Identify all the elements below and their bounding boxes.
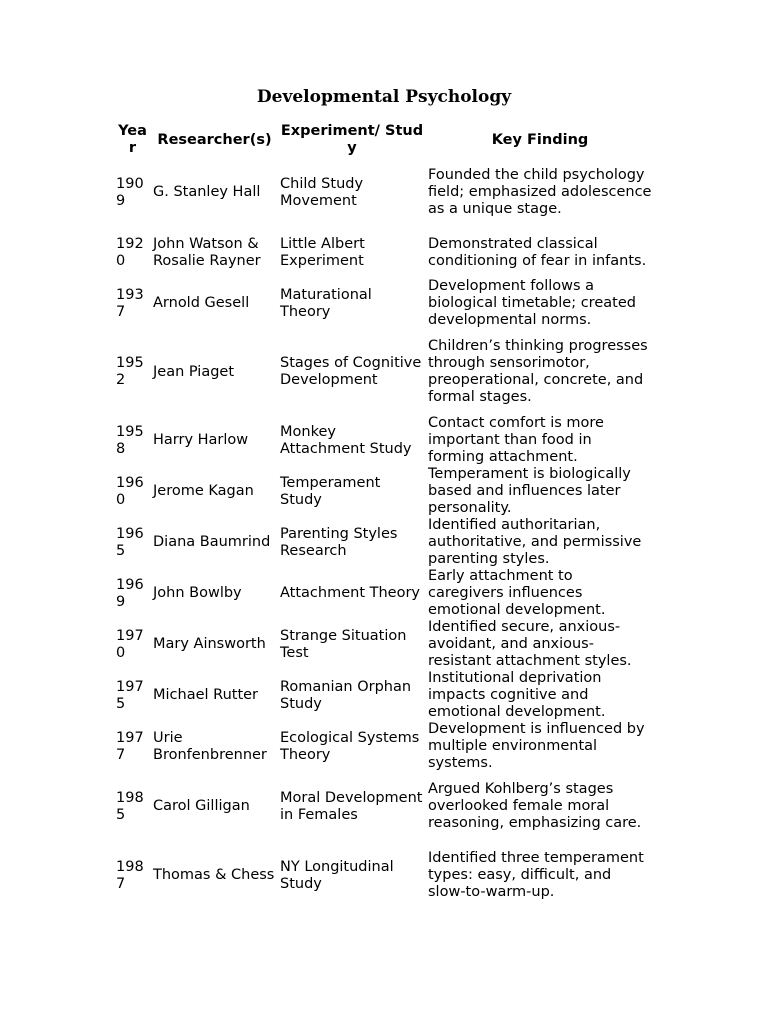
table-row (114, 466, 654, 517)
cell-year: 1958 (116, 423, 144, 457)
table-row (114, 415, 654, 466)
cell-year: 1937 (116, 286, 144, 320)
cell-finding: Institutional deprivation impacts cognitive and emotional development. (428, 670, 606, 720)
table-row (114, 721, 654, 772)
cell-experiment: Little Albert Experiment (280, 235, 365, 269)
cell-experiment: Moral Development in Females (280, 789, 423, 823)
table-row (114, 619, 654, 670)
header-experiment: Experiment/ Study (280, 123, 424, 156)
cell-researcher: Harry Harlow (153, 432, 249, 448)
table-row (114, 227, 654, 278)
cell-researcher: John Watson & Rosalie Rayner (153, 235, 261, 269)
cell-researcher: Jerome Kagan (153, 483, 254, 499)
cell-finding: Founded the child psychology field; emphasized adolescence as a unique stage. (428, 167, 652, 217)
cell-researcher: Diana Baumrind (153, 534, 271, 550)
table-row (114, 329, 654, 415)
cell-experiment: Attachment Theory (280, 585, 420, 601)
cell-finding: Temperament is biologically based and influences later personality. (428, 466, 631, 516)
cell-year: 1977 (116, 729, 144, 763)
cell-year: 1960 (116, 474, 144, 508)
cell-finding: Identified three temperament types: easy, difficult, and slow-to-warm-up. (428, 850, 644, 900)
header-year: Year (118, 123, 147, 156)
cell-year: 1975 (116, 678, 144, 712)
cell-experiment: Temperament Study (280, 474, 381, 508)
cell-experiment: Stages of Cognitive Development (280, 355, 422, 388)
table-row (114, 670, 654, 721)
cell-researcher: Jean Piaget (153, 363, 235, 380)
cell-year: 1952 (116, 355, 144, 388)
cell-finding: Contact comfort is more important than food in forming attachment. (428, 415, 604, 465)
table-row (114, 841, 654, 910)
table-row (114, 772, 654, 841)
cell-year: 1920 (116, 235, 144, 269)
cell-researcher: Mary Ainsworth (153, 636, 266, 652)
cell-researcher: Arnold Gesell (153, 295, 250, 311)
cell-researcher: Urie Bronfenbrenner (153, 729, 267, 763)
cell-finding: Children’s thinking progresses through sensorimotor, preoperational, concrete, and formal stages. (428, 338, 648, 405)
table-row (114, 568, 654, 619)
cell-experiment: Parenting Styles Research (280, 525, 398, 559)
header-researchers: Researcher(s) (157, 131, 272, 148)
timeline-table (114, 122, 654, 910)
table-body (114, 158, 654, 910)
cell-experiment: Child Study Movement (280, 175, 364, 209)
table-header (114, 122, 654, 158)
cell-year: 1965 (116, 525, 144, 559)
table-row (114, 278, 654, 329)
cell-researcher: G. Stanley Hall (153, 184, 261, 200)
cell-year: 1987 (116, 858, 144, 892)
cell-finding: Demonstrated classical conditioning of fear in infants. (428, 235, 647, 269)
cell-experiment: Maturational Theory (280, 286, 372, 320)
cell-year: 1909 (116, 175, 144, 209)
cell-researcher: John Bowlby (153, 585, 242, 601)
cell-experiment: Monkey Attachment Study (280, 423, 412, 457)
cell-researcher: Michael Rutter (153, 687, 259, 703)
table-row (114, 517, 654, 568)
cell-finding: Argued Kohlberg’s stages overlooked female moral reasoning, emphasizing care. (428, 781, 642, 831)
cell-year: 1970 (116, 627, 144, 661)
cell-researcher: Carol Gilligan (153, 798, 250, 814)
cell-finding: Development follows a biological timetable; created developmental norms. (428, 278, 636, 328)
cell-year: 1969 (116, 576, 144, 610)
cell-experiment: Romanian Orphan Study (280, 678, 412, 712)
table-row (114, 158, 654, 227)
cell-researcher: Thomas & Chess (153, 867, 275, 883)
cell-finding: Identified secure, anxious-avoidant, and anxious-resistant attachment styles. (428, 619, 632, 669)
cell-finding: Early attachment to caregivers influences emotional development. (428, 568, 606, 618)
cell-experiment: Ecological Systems Theory (280, 729, 420, 763)
cell-experiment: Strange Situation Test (280, 627, 407, 661)
header-row (114, 122, 654, 158)
cell-finding: Identified authoritarian, authoritative, and permissive parenting styles. (428, 517, 642, 567)
header-key-finding: Key Finding (491, 131, 589, 148)
page-title: Developmental Psychology (256, 87, 512, 107)
cell-experiment: NY Longitudinal Study (280, 858, 394, 892)
cell-year: 1985 (116, 789, 144, 823)
cell-finding: Development is influenced by multiple environmental systems. (428, 721, 645, 771)
